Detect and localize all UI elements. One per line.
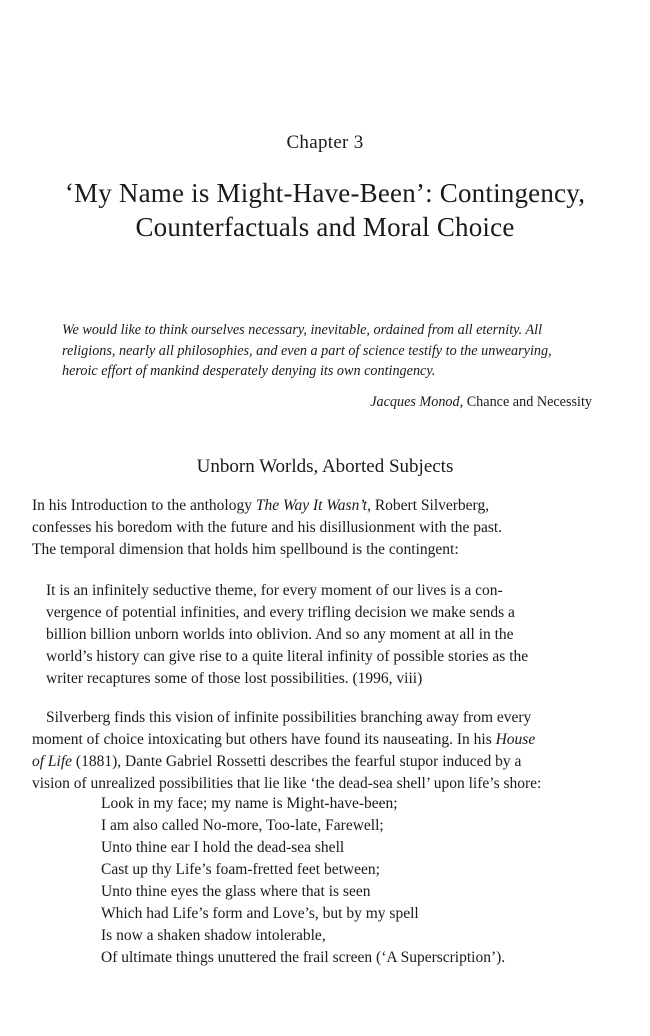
block-quote (46, 580, 594, 690)
body-paragraph (32, 495, 604, 561)
poem-line: Cast up thy Life’s foam-fretted feet between; (101, 861, 380, 878)
quote-line: vergence of potential infinities, and every trifling decision we make sends a (46, 604, 515, 621)
work-title: House (495, 731, 536, 748)
poem-line: Is now a shaken shadow intolerable, (101, 927, 326, 944)
paragraph-line: The temporal dimension that holds him spellbound is the contingent: (32, 541, 459, 558)
chapter-number: Chapter 3 (286, 132, 364, 153)
quote-line: billion billion unborn worlds into oblivion. And so any moment at all in the (46, 626, 514, 643)
text-run: moment of choice intoxicating but others have found its nauseating. In his (32, 731, 496, 748)
body-paragraph (32, 707, 604, 795)
paragraph-line (32, 751, 604, 773)
chapter-title-line-2: Counterfactuals and Moral Choice (135, 212, 515, 242)
poem-line: Of ultimate things unuttered the frail screen (‘A Superscription’). (101, 949, 506, 966)
poem-quote (101, 793, 601, 969)
poem-line: Look in my face; my name is Might-have-been; (101, 795, 398, 812)
work-title: of Life (32, 753, 73, 770)
paragraph-line: vision of unrealized possibilities that lie like ‘the dead-sea shell’ upon life’s shore: (32, 775, 542, 792)
paragraph-line (32, 729, 604, 751)
poem-line: Which had Life’s form and Love’s, but by my spell (101, 905, 419, 922)
paragraph-line: confesses his boredom with the future and his disillusionment with the past. (32, 519, 503, 536)
quote-line: It is an infinitely seductive theme, for every moment of our lives is a con- (46, 582, 503, 599)
chapter-title-line-1: ‘My Name is Might-Have-Been’: Contingency, (64, 178, 586, 208)
poem-line: I am also called No-more, Too-late, Farewell; (101, 817, 384, 834)
poem-line: Unto thine eyes the glass where that is seen (101, 883, 371, 900)
epigraph-source-title: Chance and Necessity (463, 394, 592, 410)
text-run: , Robert Silverberg, (367, 497, 490, 514)
epigraph-line: religions, nearly all philosophies, and even a part of science testify to the unwearying, (62, 342, 552, 359)
section-heading: Unborn Worlds, Aborted Subjects (196, 456, 454, 477)
epigraph-line: heroic effort of mankind desperately denying its own contingency. (62, 363, 436, 379)
paragraph-line (32, 495, 604, 517)
epigraph (62, 320, 592, 382)
poem-line: Unto thine ear I hold the dead-sea shell (101, 839, 345, 856)
paragraph-line: Silverberg finds this vision of infinite possibilities branching away from every (46, 709, 532, 726)
anthology-title: The Way It Wasn’t (255, 497, 368, 514)
epigraph-attribution (62, 392, 592, 413)
quote-line: world’s history can give rise to a quite literal infinity of possible stories as the (46, 648, 529, 665)
text-run: In his Introduction to the anthology (32, 497, 256, 514)
epigraph-author: Jacques Monod, (370, 394, 464, 410)
chapter-title (30, 176, 620, 244)
quote-line: writer recaptures some of those lost possibilities. (1996, viii) (46, 670, 423, 687)
epigraph-line: We would like to think ourselves necessary, inevitable, ordained from all eternity. All (62, 322, 543, 338)
text-run: (1881), Dante Gabriel Rossetti describes the fearful stupor induced by a (72, 753, 522, 770)
